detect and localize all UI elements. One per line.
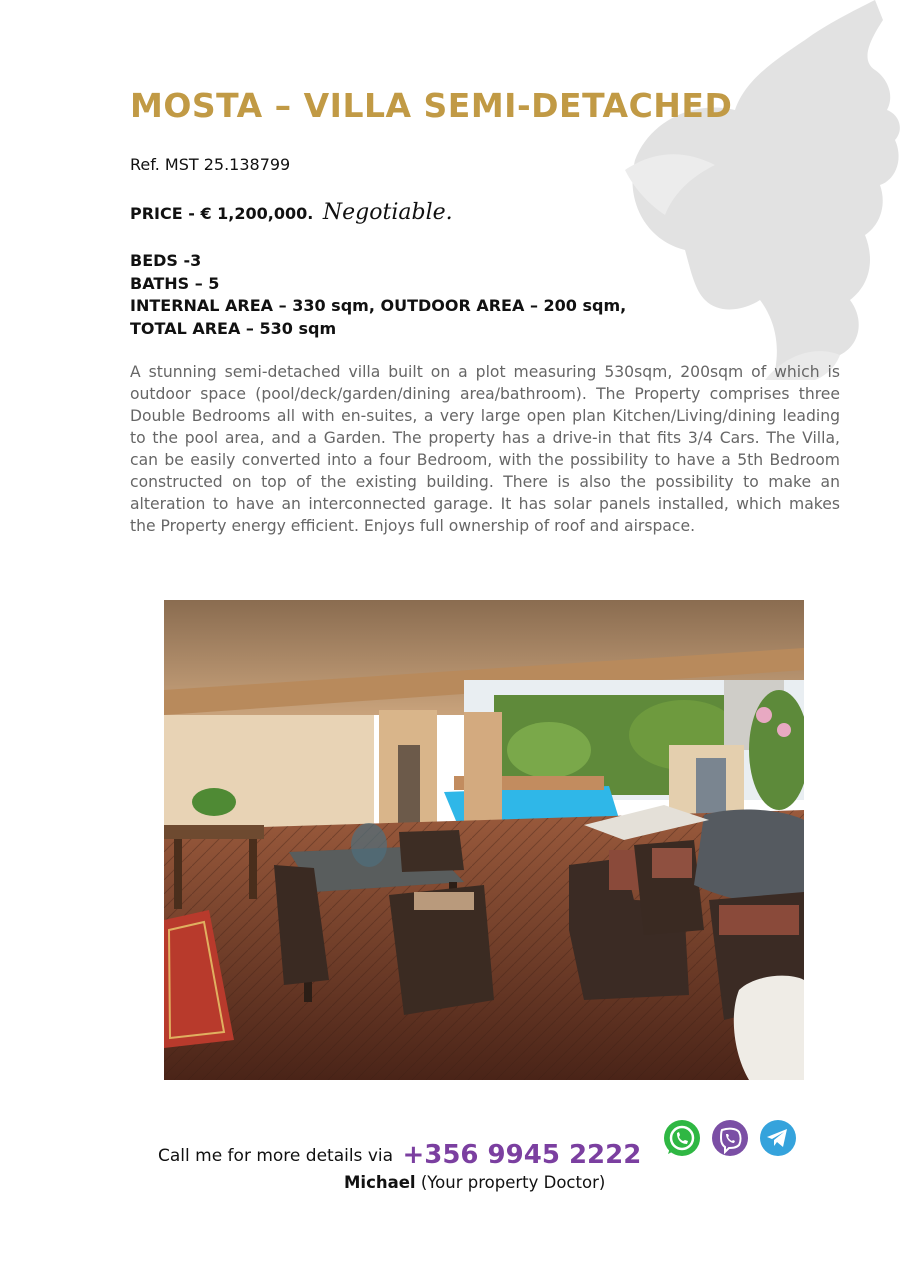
contact-prefix: Call me for more details via [158,1146,394,1166]
eagle-watermark-icon [625,0,904,380]
price-note: Negotiable. [322,200,453,225]
contact-line [158,1140,641,1170]
owner-tagline: (Your property Doctor) [420,1173,606,1192]
phone-number[interactable]: +356 9945 2222 [402,1140,642,1170]
owner-name: Michael [344,1173,416,1192]
whatsapp-icon[interactable] [662,1118,702,1158]
contact-owner [344,1173,605,1192]
price-line [130,200,453,225]
property-specs [130,250,626,340]
spec-areas: INTERNAL AREA – 330 sqm, OUTDOOR AREA – 200 sqm, [130,296,627,315]
telegram-icon[interactable] [758,1118,798,1158]
messaging-icons [662,1118,798,1160]
property-photo [164,600,804,1080]
spec-beds: BEDS -3 [130,251,202,270]
spec-total-area: TOTAL AREA – 530 sqm [130,318,337,338]
reference-number: Ref. MST 25.138799 [130,155,291,174]
viber-icon[interactable] [710,1118,750,1158]
property-description: A stunning semi-detached villa built on a plot measuring 530sqm, 200sqm of which is outdoor space (pool/deck/garden/dining area/bathroom). The Property comprises three Double Bedrooms all with en-suites, a very large open plan Kitchen/Living/dining leading to the pool area, and a Garden. The property has a drive-in that fits 3/4 Cars. The Villa, can be easily converted into a four Bedroom, with the possibility to have a 5th Bedroom constructed on top of the existing building. There is also the possibility to make an alteration to have an interconnected garage. It has solar panels installed, which makes the Property energy efficient. Enjoys full ownership of roof and airspace. [130,363,840,535]
spec-baths: BATHS – 5 [130,273,220,293]
page-title: MOSTA – VILLA SEMI-DETACHED [130,86,733,125]
price-label: PRICE - € 1,200,000. [130,204,314,223]
